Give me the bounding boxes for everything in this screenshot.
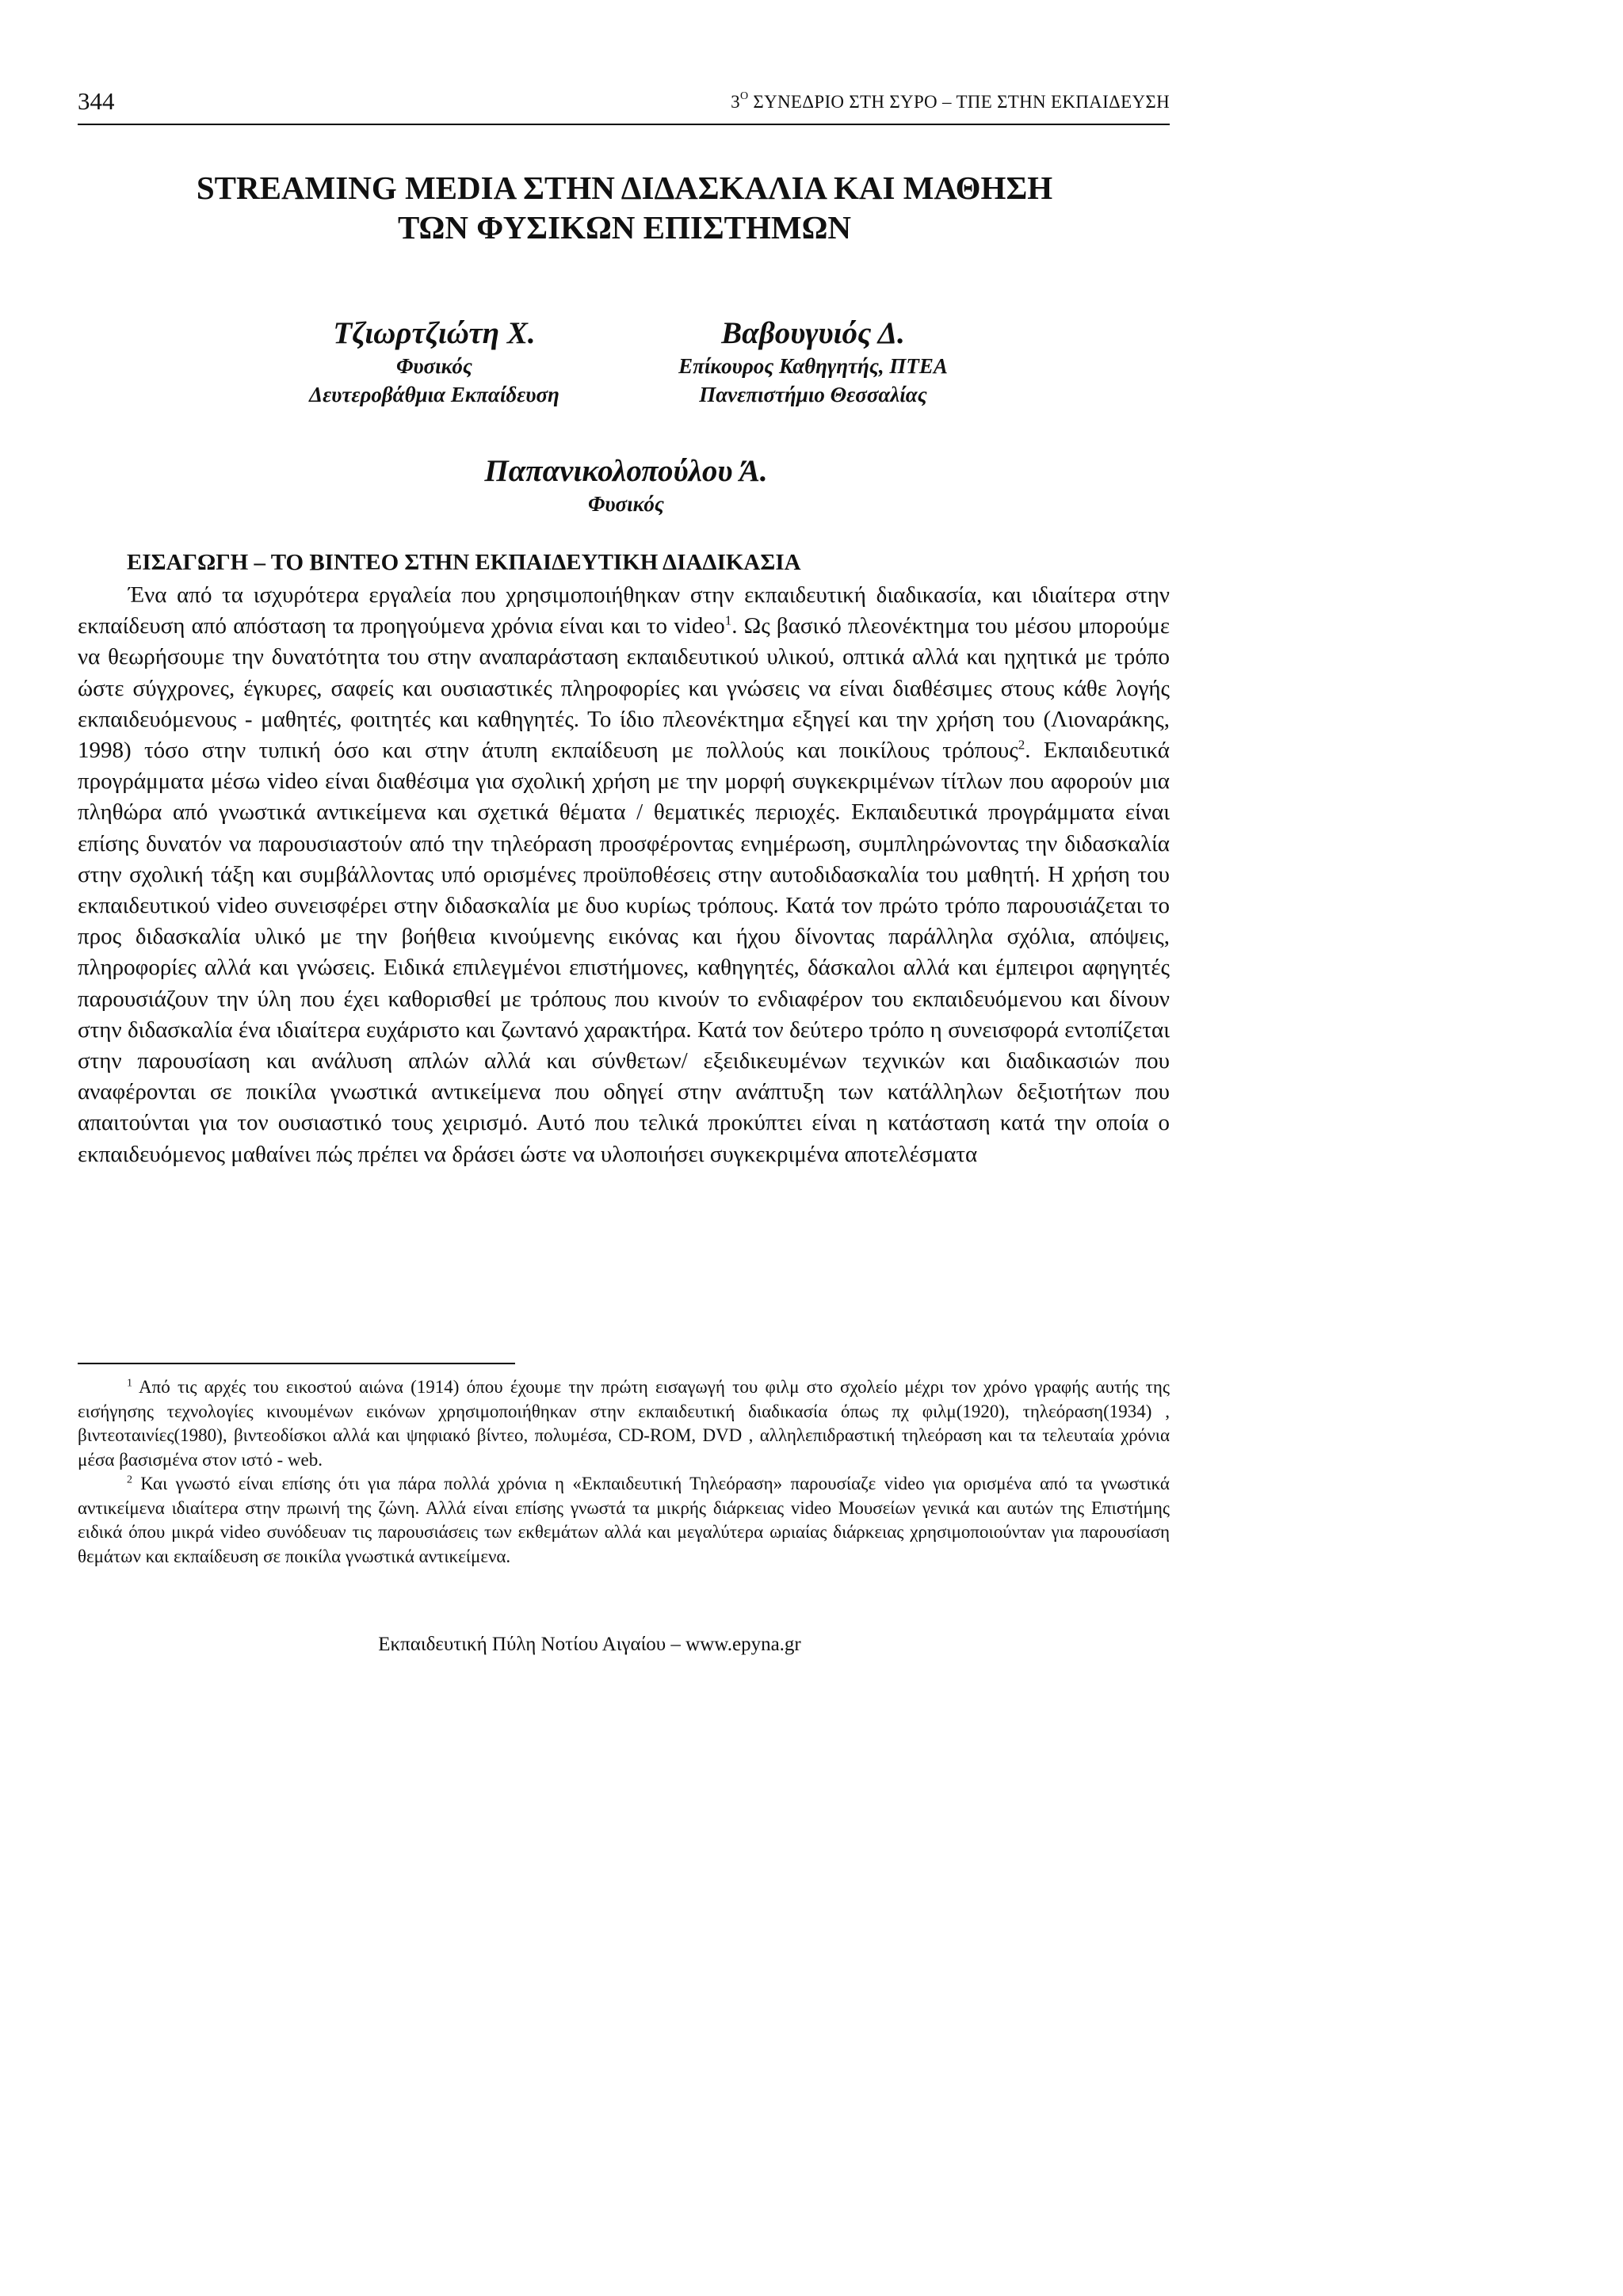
- footnote-text: Από τις αρχές του εικοστού αιώνα (1914) όπου έχουμε την πρώτη εισαγωγή του φιλμ στο σχολείο μέχρι τον χρόνο γραφής αυτής της εισήγησης τεχνολογίες κινουμένων εικόνων χρησιμοποιήθηκαν στην εκπαιδευτική διαδικασία όπως πχ φιλμ(1920), τηλεόραση(1934) , βιντεοταινίες(1980), βιντεοδίσκοι αλλά και ψηφιακό βίντεο, πολυμέσα, CD-ROM, DVD , αλληλεπιδραστική τηλεόραση και τα τελευταία χρόνια μέσα βασισμένα στον ιστό - web.: [78, 1377, 1170, 1470]
- paper-title-line-2: ΤΩΝ ΦΥΣΙΚΩΝ ΕΠΙΣΤΗΜΩΝ: [397, 209, 852, 246]
- paragraph-text-part-1: Ένα από τα ισχυρότερα εργαλεία που χρησιμοποιήθηκαν στην εκπαιδευτική διαδικασία, και ιδιαίτερα στην εκπαίδευση από απόσταση τα προηγούμενα χρόνια είναι και το video: [78, 582, 1170, 639]
- footer-text: Εκπαιδευτική Πύλη Νοτίου Αιγαίου – www.epyna.gr: [378, 1634, 801, 1655]
- author-name: Βαβουγυιός Δ.: [721, 316, 905, 350]
- author-name: Παπανικολοπούλου Ά.: [484, 454, 768, 488]
- footnote-mark: 2: [127, 1474, 132, 1486]
- author-block: [284, 315, 585, 409]
- running-title: [731, 92, 1170, 113]
- author-role: Φυσικός: [396, 354, 472, 378]
- paragraph-text-part-2: . Ως βασικό πλεονέκτημα του μέσου μπορούμε να θεωρήσουμε την δυνατότητα του στην αναπαράσταση εκπαιδευτικού υλικού, οπτικά αλλά και ηχητικά με τρόπο ώστε σύγχρονες, έγκυρες, σαφείς και ουσιαστικές πληροφορίες και γνώσεις να είναι διαθέσιμες στους κάθε λογής εκπαιδευόμενους - μαθητές, φοιτητές και καθηγητές. Το ίδιο πλεονέκτημα εξηγεί και την χρήση του (Λιοναράκης, 1998) τόσο στην τυπική όσο και στην άτυπη εκπαίδευση με πολλούς και ποικίλους τρόπους: [78, 613, 1170, 764]
- footnote-reference-1[interactable]: 1: [724, 612, 732, 628]
- running-title-prefix: 3: [731, 92, 740, 112]
- author-block: [428, 453, 824, 518]
- footnote-divider: [78, 1363, 515, 1364]
- author-institution: Δευτεροβάθμια Εκπαίδευση: [309, 383, 559, 406]
- footnote-mark: 1: [127, 1377, 132, 1390]
- body-text: [78, 580, 1170, 1170]
- author-role: Επίκουρος Καθηγητής, ΠΤΕΑ: [678, 354, 948, 378]
- footnotes: [78, 1375, 1170, 1569]
- footnote-1: [78, 1375, 1170, 1472]
- page-footer: [0, 1634, 1623, 1656]
- page-header: [78, 86, 1170, 125]
- running-title-superscript: Ο: [739, 90, 749, 103]
- footnote-reference-2[interactable]: 2: [1018, 737, 1025, 753]
- author-institution: Πανεπιστήμιο Θεσσαλίας: [699, 383, 927, 406]
- author-block: [623, 315, 1003, 409]
- footnote-2: [78, 1472, 1170, 1569]
- paragraph-text-part-3: . Εκπαιδευτικά προγράμματα μέσω video είναι διαθέσιμα για σχολική χρήση με την μορφή συγκεκριμένων τίτλων που αφορούν μια πληθώρα από γνωστικά αντικείμενα και σχετικά θέματα / θεματικές περιοχές. Εκπαιδευτικά προγράμματα είναι επίσης δυνατόν να παρουσιαστούν από την τηλεόραση προσφέροντας ενημέρωση, συμπληρώνοντας την διδασκαλία στην σχολική τάξη και συμβάλλοντας υπό ορισμένες προϋποθέσεις στην αυτοδιδασκαλία του μαθητή. Η χρήση του εκπαιδευτικού video συνεισφέρει στην διδασκαλία με δυο κυρίως τρόπους. Κατά τον πρώτο τρόπο παρουσιάζεται το προς διδασκαλία υλικό με την βοήθεια κινούμενης εικόνας και ήχου δίνοντας παράλληλα σχόλια, απόψεις, πληροφορίες αλλά και γνώσεις. Ειδικά επιλεγμένοι επιστήμονες, καθηγητές, δάσκαλοι αλλά και έμπειροι αφηγητές παρουσιάζουν την ύλη που έχει καθορισθεί με τρόπους που κινούν το ενδιαφέρον του εκπαιδευόμενου και δίνουν στην διδασκαλία ένα ιδιαίτερα ευχάριστο και ζωντανό χαρακτήρα. Κατά τον δεύτερο τρόπο η συνεισφορά εντοπίζεται στην παρουσίαση και ανάλυση απλών αλλά και σύνθετων/ εξειδικευμένων τεχνικών και διαδικασιών που αναφέρονται σε ποικίλα γνωστικά αντικείμενα που οδηγεί στην ανάπτυξη των κατάλληλων δεξιοτήτων που απαιτούνται για τον ουσιαστικό τους χειρισμό. Αυτό που τελικά προκύπτει είναι η κατάσταση κατά την οποία ο εκπαιδευόμενος μαθαίνει πώς πρέπει να δράσει ώστε να υλοποιήσει συγκεκριμένα αποτελέσματα: [78, 738, 1170, 1167]
- author-role: Φυσικός: [588, 492, 664, 516]
- running-title-text: ΣΥΝΕΔΡΙΟ ΣΤΗ ΣΥΡΟ – ΤΠΕ ΣΤΗΝ ΕΚΠΑΙΔΕΥΣΗ: [748, 92, 1170, 112]
- author-name: Τζιωρτζιώτη Χ.: [333, 316, 536, 350]
- footnote-text: Και γνωστό είναι επίσης ότι για πάρα πολλά χρόνια η «Εκπαιδευτική Τηλεόραση» παρουσίαζε video για ορισμένα από τα γνωστικά αντικείμενα ιδιαίτερα στην πρωινή της ζώνη. Αλλά είναι επίσης γνωστά τα μικρής διάρκειας video Μουσείων γενικά και αυτών της Επιστήμης ειδικά όπου μικρά video συνόδευαν τις παρουσιάσεις των εκθεμάτων αλλά και μεγαλύτερα ωριαίας διάρκειας χρησιμοποιούνταν για παρουσίαση θεμάτων και εκπαίδευση σε ποικίλα γνωστικά αντικείμενα.: [78, 1474, 1170, 1566]
- page-number: 344: [78, 87, 115, 115]
- paper-title-line-1: STREAMING MEDIA ΣΤΗΝ ΔΙΔΑΣΚΑΛΙΑ ΚΑΙ ΜΑΘΗΣΗ: [196, 170, 1053, 206]
- section-heading: ΕΙΣΑΓΩΓΗ – ΤΟ ΒΙΝΤΕΟ ΣΤΗΝ ΕΚΠΑΙΔΕΥΤΙΚΗ ΔΙΑΔΙΚΑΣΙΑ: [127, 550, 801, 575]
- body-paragraph: [78, 580, 1170, 1170]
- paper-title: [79, 168, 1170, 247]
